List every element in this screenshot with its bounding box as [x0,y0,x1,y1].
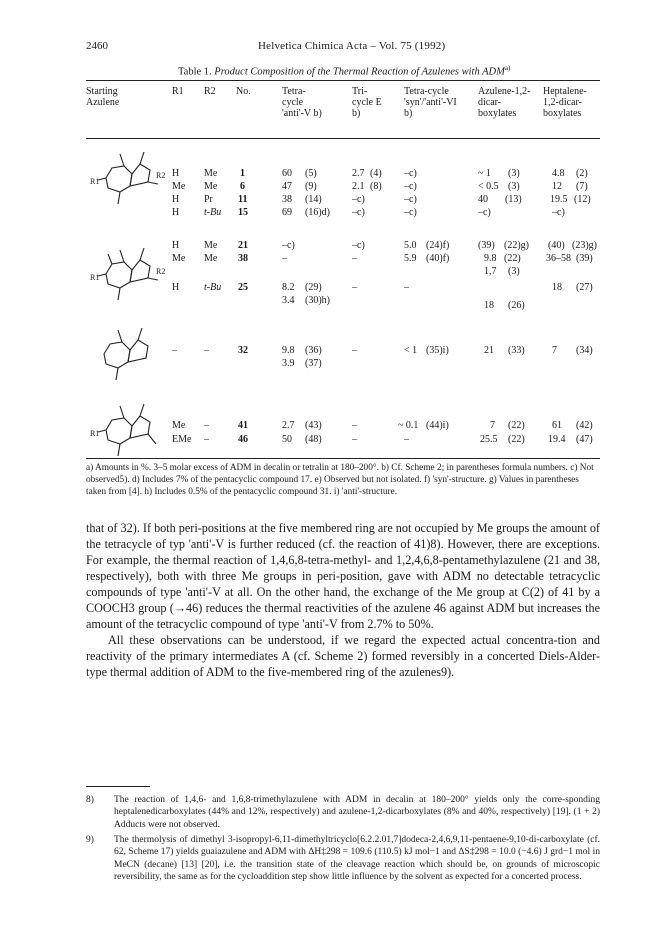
footnote-9-text: The thermolysis of dimethyl 3-isopropyl-6,11-dimethyltricyclo[6.2.2.01,7]dodeca-2,4,6,9,11-pentaene-9,10-di-carboxylate (cf. 62, Scheme 17) yields guaiazulene and ADM with ΔH‡298 = 109.6 (110.5) kJ mol−1 and ΔS‡298 = 10.0 (−4.6) J grd−1 mol in MeCN (decane) [13] [20], i.e. the transition state of the cleavage reaction which should be, on grounds of microscopic reversibility, the same as for the cycloaddition step show little influence by the solvent as expected for a concerted process. [114,835,600,883]
table-top-rule [86,80,600,81]
table-footnotes: a) Amounts in %. 3–5 molar excess of ADM in decalin or tetralin at 180–200°. b) Cf. Scheme 2; in parentheses formula numbers. c) Not observed5). d) Includes 7% of the pentacyclic compound 17. e) Observed but not isolated. f) 'syn'-structure. g) Values in parentheses taken from [4]. h) Includes 0.5% of the pentacyclic compound 31. i) 'anti'-structure. [86,463,594,498]
header-heptalene-dicarboxylates: Heptalene-1,2-dicar-boxylates [543,86,587,119]
azulene-structure-1 [90,148,166,206]
table-bottom-rule [86,458,600,459]
r1-label: R1 [90,273,100,282]
footnote-separator [86,786,150,787]
header-azulene-dicarboxylates: Azulene-1,2-dicar-boxylates [478,86,531,119]
page-number: 2460 [86,40,108,52]
header-r1: R1 [172,86,184,97]
body-text [86,520,600,680]
table-caption: Table 1. Product Composition of the Thermal Reaction of Azulenes with ADM$^{a)}$ [178,64,511,78]
footnote-8-mark: 8) [86,795,94,805]
azulene-structure-4 [90,400,166,458]
header-tricycle-e: Tri-cycle E b) [352,86,382,119]
footnote-8 [86,794,600,831]
header-r2: R2 [204,86,216,97]
footnote-9 [86,834,600,884]
header-tetracycle-anti-v: Tetra-cycle 'anti'-V b) [282,86,322,119]
running-head [86,40,600,56]
journal-title: Helvetica Chimica Acta – Vol. 75 (1992) [258,40,446,52]
body-paragraph-2: All these observations can be understood, if we regard the expected actual concentra-tion and reactivity of the primary intermediates A (cf. Scheme 2) formed reversibly in a concerted Diels-Alder-type thermal addition of ADM to the five-membered ring of the azulenes9). [86,633,600,679]
azulene-structure-2 [90,244,166,302]
r1-label: R1 [90,429,100,438]
header-tetracycle-syn-anti-vi: Tetra-cycle 'syn'/'anti'-VI b) [404,86,457,119]
header-no: No. [236,86,251,97]
caption-prefix: Table 1. [178,66,212,78]
footnote-9-mark: 9) [86,835,94,845]
caption-title: Product Composition of the Thermal Reaction of Azulenes with ADM [214,66,505,78]
r1-label: R1 [90,177,100,186]
table-header-rule [86,138,600,139]
header-starting-azulene: Starting Azulene [86,86,120,108]
caption-mark: a [504,64,508,72]
footnote-8-text: The reaction of 1,4,6- and 1,6,8-trimethylazulene with ADM in decalin at 180–200° yields only the corre-sponding heptalenedicarboxylates (44% and 12%, respectively) and azulene-1,2-dicarboxylates (8% and 40%, respectively) [19]. (1 + 2) Adducts were not observed. [114,795,600,830]
r2-label: R2 [156,267,166,276]
r2-label: R2 [156,171,166,180]
body-paragraph-1: that of 32). If both peri-positions at the five membered ring are not occupied by Me groups the amount of the tetracycle of typ 'anti'-V is further reduced (cf. the reaction of 41)8). However, there are exceptions. For example, the thermal reaction of 1,4,6,8-tetra-methyl- and 1,2,4,6,8-pentamethylazulene (21 and 38, respectively), both with three Me groups in peri-position, gave with ADM no detectable tetracyclic compounds of type 'anti'-V at all. On the other hand, the exchange of the Me group at C(2) of 41 by a COOCH3 group (→46) reduces the thermal reactivities of the azulene 46 against ADM but increases the amount of the tetracyclic compound of type 'anti'-V from 2.7% to 50%. [86,521,600,631]
azulene-structure-3 [98,324,158,382]
